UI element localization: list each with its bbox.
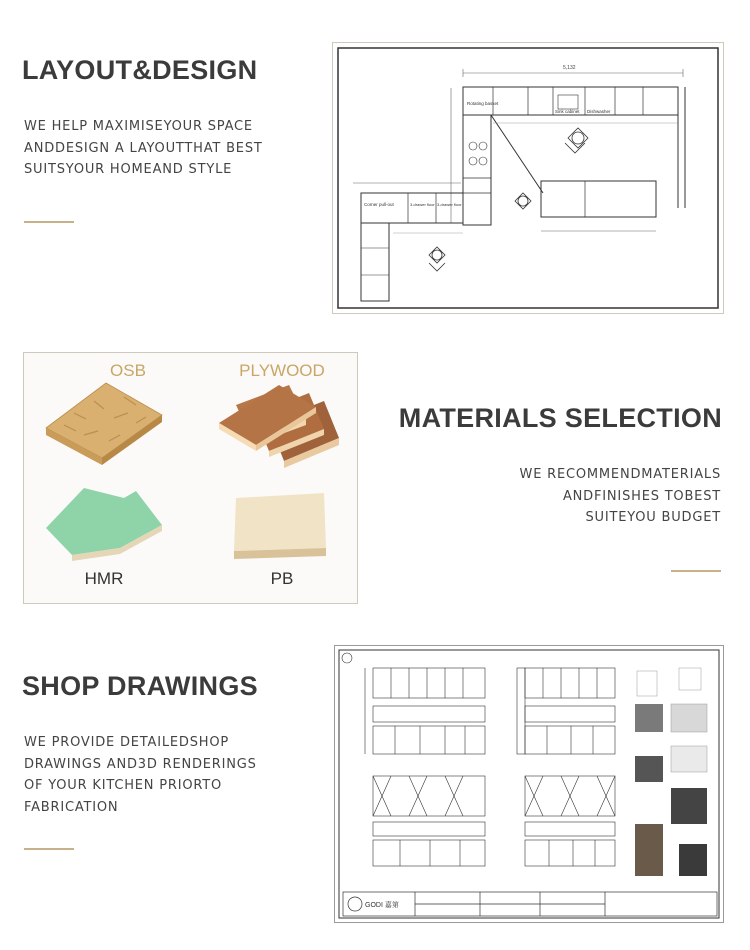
plan-label-dishwasher: Dishwasher	[587, 109, 611, 114]
plan-label-rotating: Rotating basket	[467, 101, 499, 106]
materials-heading: MATERIALS SELECTION	[398, 403, 722, 433]
shop-drawing-image	[334, 645, 724, 923]
shop-line-4: FABRICATION	[24, 799, 119, 815]
shop-line-2: DRAWINGS AND3D RENDERINGS	[24, 756, 257, 772]
shop-line-3: OF YOUR KITCHEN PRIORTO	[24, 778, 223, 793]
plan-label-drawer-1: 3-drawer floor	[410, 202, 435, 207]
layout-line-2: ANDDESIGN A LAYOUTTHAT BEST	[24, 140, 263, 156]
material-label-osb: OSB	[110, 361, 146, 380]
shop-divider	[24, 848, 74, 850]
plan-label-drawer-2: 3-drawer floor	[437, 202, 462, 207]
material-label-plywood: PLYWOOD	[239, 361, 325, 380]
materials-description	[520, 464, 721, 529]
materials-line-2: ANDFINISHES TOBEST	[562, 488, 721, 504]
materials-image	[23, 352, 358, 604]
plan-dim-top: 5,132	[563, 65, 576, 71]
layout-divider	[24, 221, 74, 223]
floor-plan-image	[332, 42, 724, 314]
layout-heading: LAYOUT&DESIGN	[22, 55, 258, 85]
plywood-board-image	[219, 385, 339, 468]
plan-label-sink: Sink cabinet	[555, 109, 580, 114]
pb-board-image	[234, 493, 326, 559]
material-label-pb: PB	[270, 569, 294, 588]
layout-line-3: SUITSYOUR HOMEAND STYLE	[24, 162, 233, 177]
brand-logo: GODI 嘉第	[365, 902, 399, 909]
shop-line-1: WE PROVIDE DETAILEDSHOP	[24, 735, 230, 750]
layout-line-1: WE HELP MAXIMISEYOUR SPACE	[24, 119, 253, 134]
shop-heading: SHOP DRAWINGS	[22, 671, 258, 701]
materials-line-3: SUITEYOU BUDGET	[585, 510, 721, 525]
hmr-board-image	[46, 488, 162, 561]
materials-divider	[671, 570, 721, 572]
shop-drawing-sheet	[335, 646, 723, 922]
shop-description	[24, 732, 257, 818]
hardware-thumbnails	[635, 668, 707, 876]
osb-board-image	[46, 383, 162, 465]
plan-label-corner: Corner pull-out	[364, 202, 394, 207]
layout-description	[24, 116, 263, 181]
floor-plan-drawing	[333, 43, 723, 313]
materials-drawing	[24, 353, 357, 603]
materials-line-1: WE RECOMMENDMATERIALS	[519, 467, 721, 482]
material-label-hmr: HMR	[84, 569, 124, 588]
